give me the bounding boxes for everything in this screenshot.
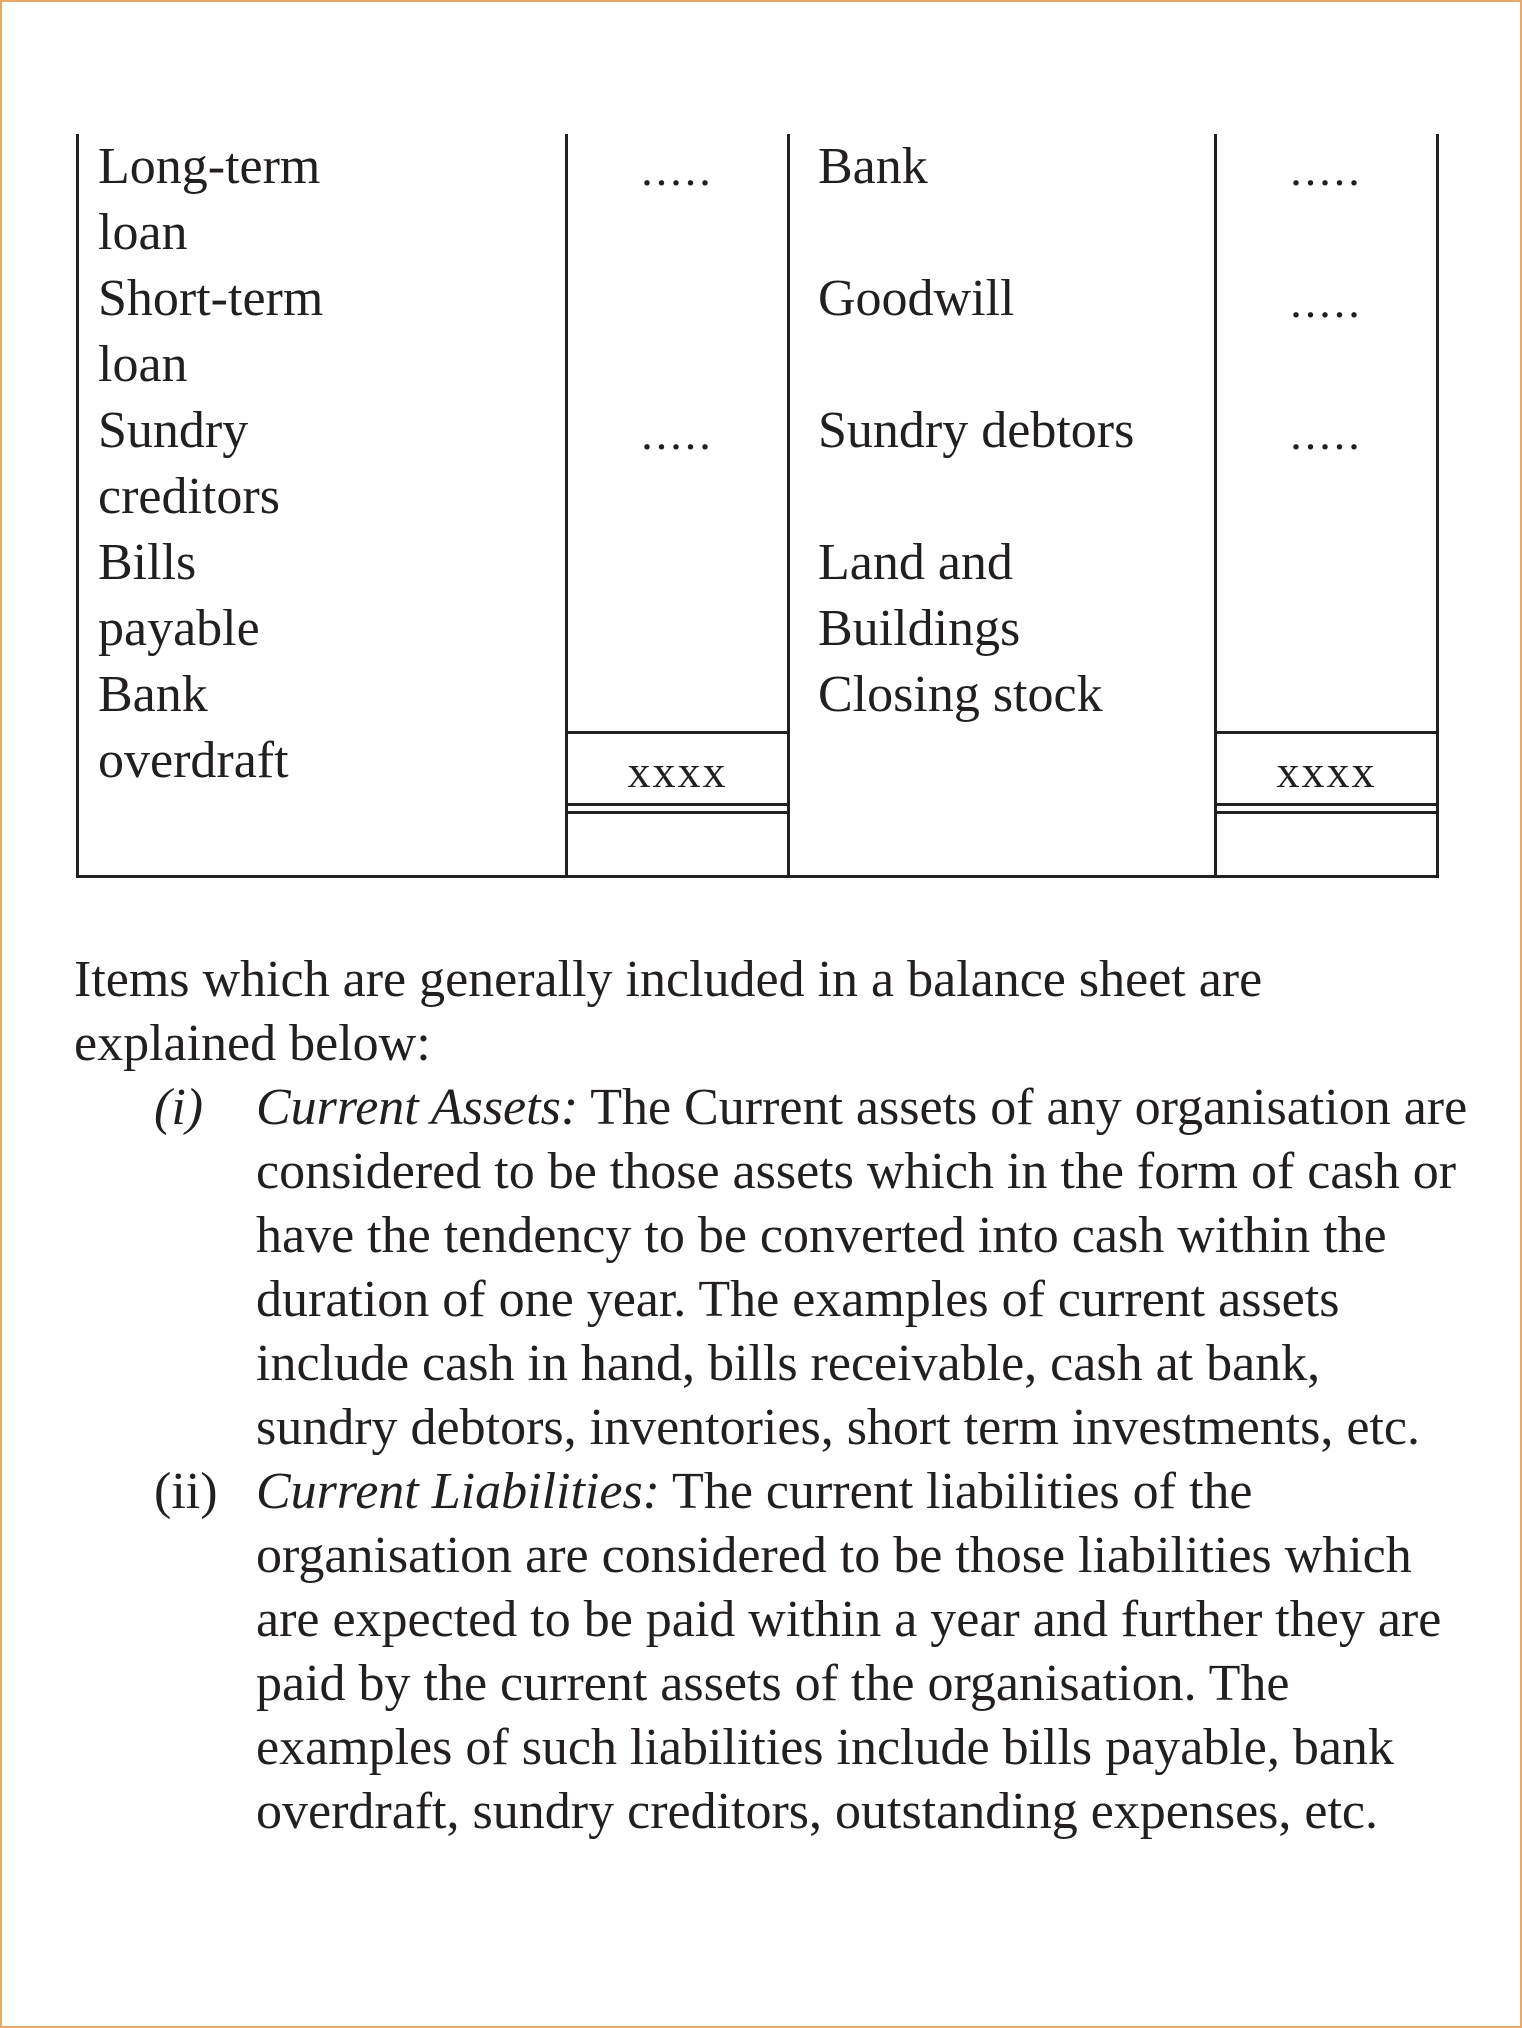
list-item-text: The current liabilities of the organisation are considered to be those liabilities which are expected to be paid within a year and further they are paid by the current assets of the organisation. The examples of such liabilities include bills payable, bank overdraft, sundry creditors, outstanding expenses, etc. <box>256 1463 1442 1840</box>
liability-amount-sundry-creditors: ..... <box>641 408 714 459</box>
table-rule-right <box>1436 134 1439 878</box>
list-item-number: (ii) <box>154 1463 218 1520</box>
asset-label-line1: Bank <box>818 138 928 195</box>
table-rule-bottom <box>76 875 1439 878</box>
liability-label-line2: loan <box>98 336 188 393</box>
liabilities-total-double-rule-1 <box>565 803 790 806</box>
asset-label-line1: Goodwill <box>818 270 1015 327</box>
liability-label-line2: payable <box>98 600 260 657</box>
liability-sundry-creditors <box>98 398 280 530</box>
asset-label-line1: Closing stock <box>818 666 1103 723</box>
liability-label-line2: loan <box>98 204 188 261</box>
liability-label-line1: Sundry <box>98 402 249 459</box>
explanation-text <box>74 948 1474 1844</box>
liability-label-line1: Bank <box>98 666 208 723</box>
list-item-term: Current Assets: <box>256 1079 579 1136</box>
table-rule-middle <box>787 134 790 878</box>
list-item-number: (i) <box>154 1079 204 1136</box>
asset-goodwill <box>818 266 1014 332</box>
asset-amount-bank: ..... <box>1290 144 1363 195</box>
liability-label-line1: Long-term <box>98 138 321 195</box>
intro-paragraph: Items which are generally included in a balance sheet are explained below: <box>74 951 1263 1072</box>
list-item-text: The Current assets of any organisation are considered to be those assets which in the form of cash or have the tendency to be converted into cash within the duration of one year. The examples of current assets include cash in hand, bills receivable, cash at bank, sundry debtors, inventories, short term investments, etc. <box>256 1079 1468 1456</box>
assets-total-double-rule-1 <box>1214 803 1439 806</box>
liability-amount-long-term-loan: ..... <box>641 144 714 195</box>
asset-amount-goodwill: ..... <box>1290 276 1363 327</box>
list-item-current-assets <box>74 1076 1474 1460</box>
balance-sheet-table <box>76 134 1439 878</box>
liability-label-line2: overdraft <box>98 732 289 789</box>
assets-total-top-rule <box>1214 731 1439 734</box>
liability-short-term-loan <box>98 266 323 398</box>
asset-label-line2: Buildings <box>818 600 1021 657</box>
assets-total-double-rule-2 <box>1214 811 1439 814</box>
asset-closing-stock <box>818 662 1103 728</box>
liability-label-line1: Bills <box>98 534 197 591</box>
liability-long-term-loan <box>98 134 320 266</box>
liability-label-line2: creditors <box>98 468 280 525</box>
list-item-current-liabilities <box>74 1460 1474 1844</box>
asset-sundry-debtors <box>818 398 1134 464</box>
liabilities-total-top-rule <box>565 731 790 734</box>
asset-bank <box>818 134 928 200</box>
table-rule-left <box>76 134 79 878</box>
liability-bills-payable <box>98 530 260 662</box>
asset-label-line1: Land and <box>818 534 1013 591</box>
liability-bank-overdraft <box>98 662 289 794</box>
liabilities-total: xxxx <box>627 746 728 797</box>
liability-label-line1: Short-term <box>98 270 324 327</box>
asset-land-and-buildings <box>818 530 1020 662</box>
asset-label-line1: Sundry debtors <box>818 402 1135 459</box>
liabilities-total-double-rule-2 <box>565 811 790 814</box>
list-item-term: Current Liabilities: <box>256 1463 660 1520</box>
assets-total: xxxx <box>1276 746 1377 797</box>
asset-amount-sundry-debtors: ..... <box>1290 408 1363 459</box>
